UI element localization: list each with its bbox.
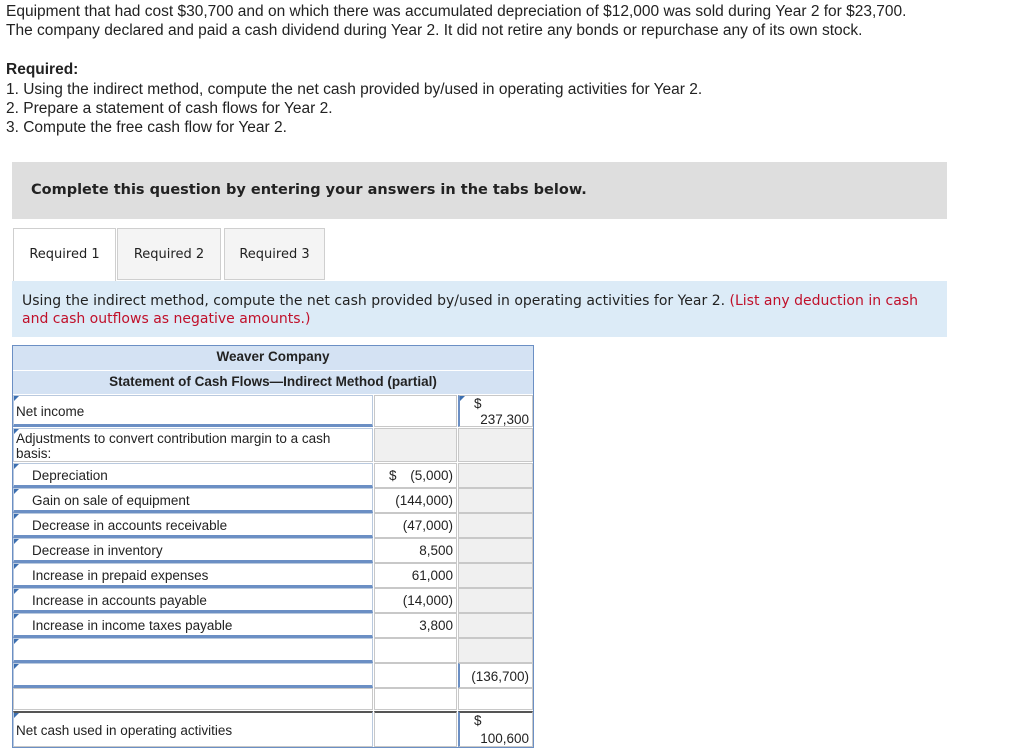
required-title: Required: bbox=[6, 61, 79, 78]
header-divider bbox=[13, 370, 533, 371]
adjustment-row-1-value: (5,000) bbox=[410, 468, 453, 483]
adjustment-row-5-label-cell[interactable] bbox=[13, 563, 373, 588]
net-income-label-cell[interactable] bbox=[13, 395, 373, 427]
adjustment-row-7-value: 3,800 bbox=[419, 618, 453, 633]
adjustment-row-9-label-cell[interactable] bbox=[13, 663, 373, 688]
adjustment-row-3-value: (47,000) bbox=[402, 518, 453, 533]
adjustment-row-3-label: Decrease in accounts receivable bbox=[32, 518, 228, 533]
cell-marker-icon bbox=[14, 539, 19, 544]
adjustment-row-1-label: Depreciation bbox=[32, 468, 108, 483]
adjustment-row-2-value: (144,000) bbox=[395, 493, 453, 508]
cell-marker-icon bbox=[460, 396, 465, 401]
adjustment-row-3-label-cell[interactable] bbox=[13, 513, 373, 538]
adjustment-row-8-total-cell bbox=[458, 638, 533, 663]
instruction-text: Using the indirect method, compute the net cash provided by/used in operating activities for Year 2. bbox=[22, 293, 726, 309]
adjustment-row-5-label: Increase in prepaid expenses bbox=[32, 568, 209, 583]
adjustment-row-5-total-cell bbox=[458, 563, 533, 588]
cell-marker-icon bbox=[14, 639, 19, 644]
intro-line-2: The company declared and paid a cash dividend during Year 2. It did not retire any bonds or repurchase any of its own stock. bbox=[6, 22, 863, 39]
net-income-mid-cell[interactable] bbox=[374, 395, 457, 427]
cell-marker-icon bbox=[14, 589, 19, 594]
adjustment-row-7-label-cell[interactable] bbox=[13, 613, 373, 638]
required-item-1: 1. Using the indirect method, compute the net cash provided by/used in operating activities for Year 2. bbox=[6, 81, 703, 98]
adjustment-row-1-dollar: $ bbox=[389, 468, 397, 483]
adjustment-row-2-label-cell[interactable] bbox=[13, 488, 373, 513]
adjustment-row-5-value: 61,000 bbox=[411, 568, 453, 583]
tab-required-3[interactable]: Required 3 bbox=[224, 228, 325, 280]
adjustment-row-1-total-cell bbox=[458, 463, 533, 488]
net-cash-amount-cell[interactable] bbox=[458, 711, 533, 747]
cell-marker-icon bbox=[14, 664, 19, 669]
spacer-row bbox=[13, 688, 533, 711]
problem-intro bbox=[6, 2, 1016, 40]
net-cash-dollar: $ bbox=[474, 713, 482, 728]
adjustment-row-6-amount-cell[interactable] bbox=[374, 588, 457, 613]
required-item-2: 2. Prepare a statement of cash flows for Year 2. bbox=[6, 100, 333, 117]
adjustment-row-3-total-cell bbox=[458, 513, 533, 538]
cell-marker-icon bbox=[14, 564, 19, 569]
company-name: Weaver Company bbox=[216, 349, 330, 364]
net-cash-mid-cell[interactable] bbox=[374, 711, 457, 747]
intro-line-1: Equipment that had cost $30,700 and on which there was accumulated depreciation of $12,000 was sold during Year 2 for $23,700. bbox=[6, 3, 907, 20]
cell-marker-icon bbox=[14, 614, 19, 619]
adjustment-row-7-amount-cell[interactable] bbox=[374, 613, 457, 638]
required-item-3: 3. Compute the free cash flow for Year 2. bbox=[6, 119, 287, 136]
adjustment-row-6-label: Increase in accounts payable bbox=[32, 593, 207, 608]
total-adjustments-value: (136,700) bbox=[471, 669, 529, 684]
total-adjustments-cell[interactable] bbox=[458, 663, 533, 688]
net-cash-label: Net cash used in operating activities bbox=[16, 723, 233, 738]
adjustment-row-4-amount-cell[interactable] bbox=[374, 538, 457, 563]
cell-marker-icon bbox=[14, 514, 19, 519]
tab-required-2[interactable]: Required 2 bbox=[117, 228, 221, 280]
adjustment-row-8-label-cell[interactable] bbox=[13, 638, 373, 663]
adjustments-label-cell bbox=[13, 428, 373, 462]
adjustment-row-2-total-cell bbox=[458, 488, 533, 513]
adjustment-row-6-total-cell bbox=[458, 588, 533, 613]
adjustment-row-1-amount-cell[interactable] bbox=[374, 463, 457, 488]
cell-marker-icon bbox=[14, 396, 19, 401]
adjustment-row-7-label: Increase in income taxes payable bbox=[32, 618, 233, 633]
worksheet-header bbox=[13, 346, 533, 394]
adjustment-row-4-total-cell bbox=[458, 538, 533, 563]
adjustment-row-4-label: Decrease in inventory bbox=[32, 543, 163, 558]
cell-marker-icon bbox=[14, 464, 19, 469]
instructions-banner: Complete this question by entering your answers in the tabs below. bbox=[12, 162, 947, 219]
spacer-mid-cell bbox=[374, 688, 457, 710]
net-income-label: Net income bbox=[16, 404, 85, 419]
net-income-value: 237,300 bbox=[480, 412, 529, 427]
required-list bbox=[6, 80, 702, 137]
adjustment-row-6-label-cell[interactable] bbox=[13, 588, 373, 613]
adjustment-row-2-label: Gain on sale of equipment bbox=[32, 493, 190, 508]
adjustment-row-5-amount-cell[interactable] bbox=[374, 563, 457, 588]
adjustment-row-8-amount-cell[interactable] bbox=[374, 638, 457, 663]
cash-flow-worksheet bbox=[12, 345, 534, 748]
adjustment-row-3-amount-cell[interactable] bbox=[374, 513, 457, 538]
net-cash-label-cell[interactable] bbox=[13, 711, 373, 747]
cell-marker-icon bbox=[14, 489, 19, 494]
net-income-dollar: $ bbox=[474, 396, 482, 411]
tab-required-1[interactable]: Required 1 bbox=[13, 228, 116, 281]
adjustments-label: Adjustments to convert contribution margin to a cash basis: bbox=[16, 431, 331, 461]
cell-marker-icon bbox=[14, 713, 19, 718]
spacer-amount-cell bbox=[458, 688, 533, 710]
adjustment-row-4-value: 8,500 bbox=[419, 543, 453, 558]
adjustment-row-4-label-cell[interactable] bbox=[13, 538, 373, 563]
adjustment-row-6-value: (14,000) bbox=[402, 593, 453, 608]
spacer-label-cell bbox=[13, 688, 373, 710]
net-cash-value: 100,600 bbox=[480, 731, 529, 746]
adjustment-row-9-amount-cell[interactable] bbox=[374, 663, 457, 688]
adjustments-amount-cell bbox=[458, 428, 533, 462]
adjustment-row-7-total-cell bbox=[458, 613, 533, 638]
adjustment-row-2-amount-cell[interactable] bbox=[374, 488, 457, 513]
tab-instruction bbox=[12, 281, 947, 337]
statement-title: Statement of Cash Flows—Indirect Method (partial) bbox=[109, 374, 437, 389]
adjustments-mid-cell bbox=[374, 428, 457, 462]
instruction-note: (List any deduction in cash and cash outflows as negative amounts.) bbox=[22, 293, 918, 327]
adjustment-row-1-label-cell[interactable] bbox=[13, 463, 373, 488]
net-income-amount-cell[interactable] bbox=[458, 395, 533, 427]
